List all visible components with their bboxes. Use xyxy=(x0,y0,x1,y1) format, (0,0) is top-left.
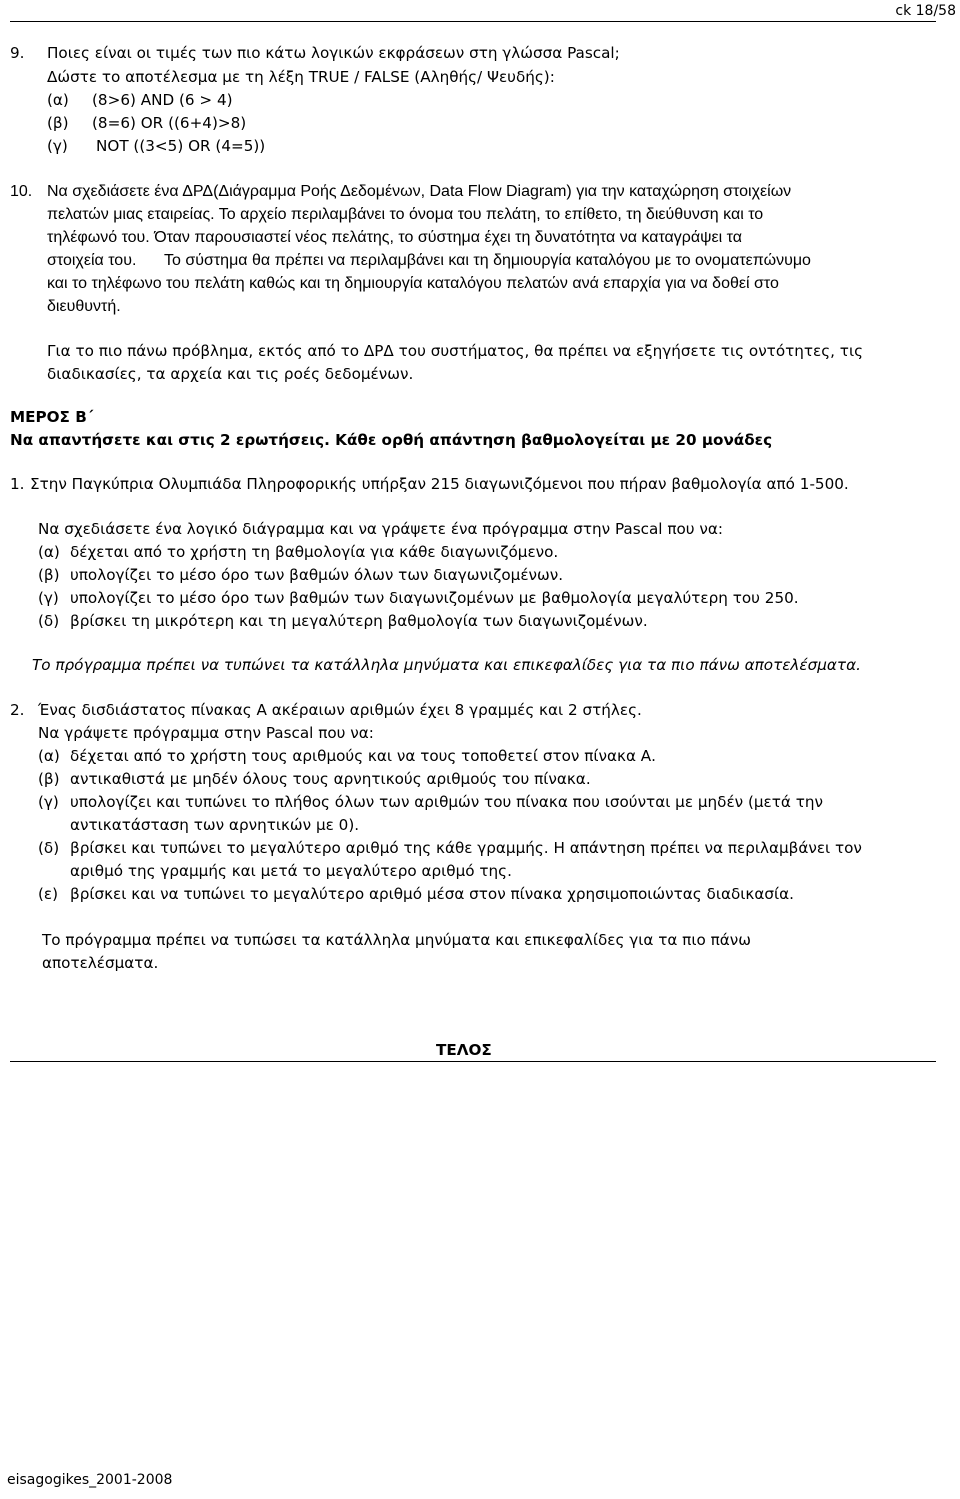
part-b-title: ΜΕΡΟΣ Β΄ xyxy=(10,408,94,426)
b1-item-c-label: (γ) xyxy=(38,589,59,607)
q9-item-c-text: NOT ((3<5) OR (4=5)) xyxy=(96,137,266,155)
q10-line-4: στοιχεία του. xyxy=(47,252,137,269)
q10-line-1: Να σχεδιάσετε ένα ΔΡΔ(Διάγραμμα Ροής Δεδομένων, Data Flow Diagram) για την καταχώρηση στοιχείων xyxy=(47,183,792,200)
q10-note-line-1: Για το πιο πάνω πρόβλημα, εκτός από το ΔΡΔ του συστήματος, θα πρέπει να εξηγήσετε τις οντότητες, τις xyxy=(47,342,864,360)
b2-item-b-text: αντικαθιστά με μηδέν όλους τους αρνητικούς αριθμούς του πίνακα. xyxy=(70,770,591,788)
header-rule xyxy=(10,21,936,22)
page-label: ck 18/58 xyxy=(895,3,956,19)
b1-item-b-label: (β) xyxy=(38,566,60,584)
b1-note: Το πρόγραμμα πρέπει να τυπώνει τα κατάλληλα μηνύματα και επικεφαλίδες για τα πιο πάνω αποτελέσματα. xyxy=(32,656,861,674)
q9-item-b-label: (β) xyxy=(47,114,69,132)
q9-item-c-label: (γ) xyxy=(47,137,68,155)
q10-line-6: και το τηλέφωνο του πελάτη καθώς και τη δημιουργία καταλόγου πελατών ανά επαρχία για να δοθεί στο xyxy=(47,275,779,292)
b2-item-c-text-cont: αντικατάσταση των αρνητικών με 0). xyxy=(70,816,360,834)
b1-item-a-label: (α) xyxy=(38,543,60,561)
b2-item-d-text-cont: αριθμό της γραμμής και μετά το μεγαλύτερο αριθμό της. xyxy=(70,862,512,880)
b2-item-e-text: βρίσκει και να τυπώνει το μεγαλύτερο αριθμό μέσα στον πίνακα χρησιμοποιώντας διαδικασία. xyxy=(70,885,794,903)
q10-note-line-2: διαδικασίες, τα αρχεία και τις ροές δεδομένων. xyxy=(47,365,414,383)
end-label: ΤΕΛΟΣ xyxy=(436,1041,492,1059)
q9-item-a-label: (α) xyxy=(47,91,69,109)
q9-line-1: Ποιες είναι οι τιμές των πιο κάτω λογικών εκφράσεων στη γλώσσα Pascal; xyxy=(47,44,620,62)
end-rule xyxy=(10,1061,936,1062)
b2-number: 2. xyxy=(10,701,25,719)
b2-item-b-label: (β) xyxy=(38,770,60,788)
q10-line-2: πελατών μιας εταιρείας. Το αρχείο περιλαμβάνει το όνομα του πελάτη, το επίθετο, τη διεύθυνση και το xyxy=(47,206,764,223)
b2-intro: Ένας δισδιάστατος πίνακας Α ακέραιων αριθμών έχει 8 γραμμές και 2 στήλες. xyxy=(38,701,642,719)
b1-number: 1. xyxy=(10,475,25,493)
q10-number: 10. xyxy=(10,183,33,200)
b2-item-e-label: (ε) xyxy=(38,885,59,903)
b2-item-a-label: (α) xyxy=(38,747,60,765)
q10-line-5: Το σύστημα θα πρέπει να περιλαμβάνει και τη δημιουργία καταλόγου με το ονοματεπώνυμο xyxy=(164,252,811,269)
b2-item-c-text: υπολογίζει και τυπώνει το πλήθος όλων των αριθμών του πίνακα που ισούνται με μηδέν (μετά την xyxy=(70,793,824,811)
q9-item-a-text: (8>6) AND (6 > 4) xyxy=(92,91,233,109)
b1-item-a-text: δέχεται από το χρήστη τη βαθμολογία για κάθε διαγωνιζόμενο. xyxy=(70,543,559,561)
b2-note-line-2: αποτελέσματα. xyxy=(42,954,159,972)
q9-line-2: Δώστε το αποτέλεσμα με τη λέξη TRUE / FALSE (Αληθής/ Ψευδής): xyxy=(47,68,555,86)
b2-item-a-text: δέχεται από το χρήστη τους αριθμούς και να τους τοποθετεί στον πίνακα Α. xyxy=(70,747,657,765)
b1-item-b-text: υπολογίζει το μέσο όρο των βαθμών όλων των διαγωνιζομένων. xyxy=(70,566,564,584)
b1-item-d-text: βρίσκει τη μικρότερη και τη μεγαλύτερη βαθμολογία των διαγωνιζομένων. xyxy=(70,612,648,630)
b2-note-line-1: Το πρόγραμμα πρέπει να τυπώσει τα κατάλληλα μηνύματα και επικεφαλίδες για τα πιο πάνω xyxy=(42,931,751,949)
part-b-instructions: Να απαντήσετε και στις 2 ερωτήσεις. Κάθε ορθή απάντηση βαθμολογείται με 20 μονάδες xyxy=(10,431,773,449)
b2-item-d-text: βρίσκει και τυπώνει το μεγαλύτερο αριθμό της κάθε γραμμής. Η απάντηση πρέπει να περιλαμβάνει τον xyxy=(70,839,862,857)
b1-task: Να σχεδιάσετε ένα λογικό διάγραμμα και να γράψετε ένα πρόγραμμα στην Pascal που να: xyxy=(38,520,724,538)
b1-intro: Στην Παγκύπρια Ολυμπιάδα Πληροφορικής υπήρξαν 215 διαγωνιζόμενοι που πήραν βαθμολογία από 1-500. xyxy=(30,475,849,493)
footer-text: eisagogikes_2001-2008 xyxy=(7,1472,173,1488)
q10-line-7: διευθυντή. xyxy=(47,298,121,315)
b2-task: Να γράψετε πρόγραμμα στην Pascal που να: xyxy=(38,724,374,742)
b2-item-c-label: (γ) xyxy=(38,793,59,811)
b2-item-d-label: (δ) xyxy=(38,839,60,857)
b1-item-d-label: (δ) xyxy=(38,612,60,630)
b1-item-c-text: υπολογίζει το μέσο όρο των βαθμών των διαγωνιζομένων με βαθμολογία μεγαλύτερη του 250. xyxy=(70,589,799,607)
q9-item-b-text: (8=6) OR ((6+4)>8) xyxy=(92,114,247,132)
q9-number: 9. xyxy=(10,44,25,62)
q10-line-3: τηλέφωνό του. Όταν παρουσιαστεί νέος πελάτης, το σύστημα έχει τη δυνατότητα να καταγράψει τα xyxy=(47,229,743,246)
